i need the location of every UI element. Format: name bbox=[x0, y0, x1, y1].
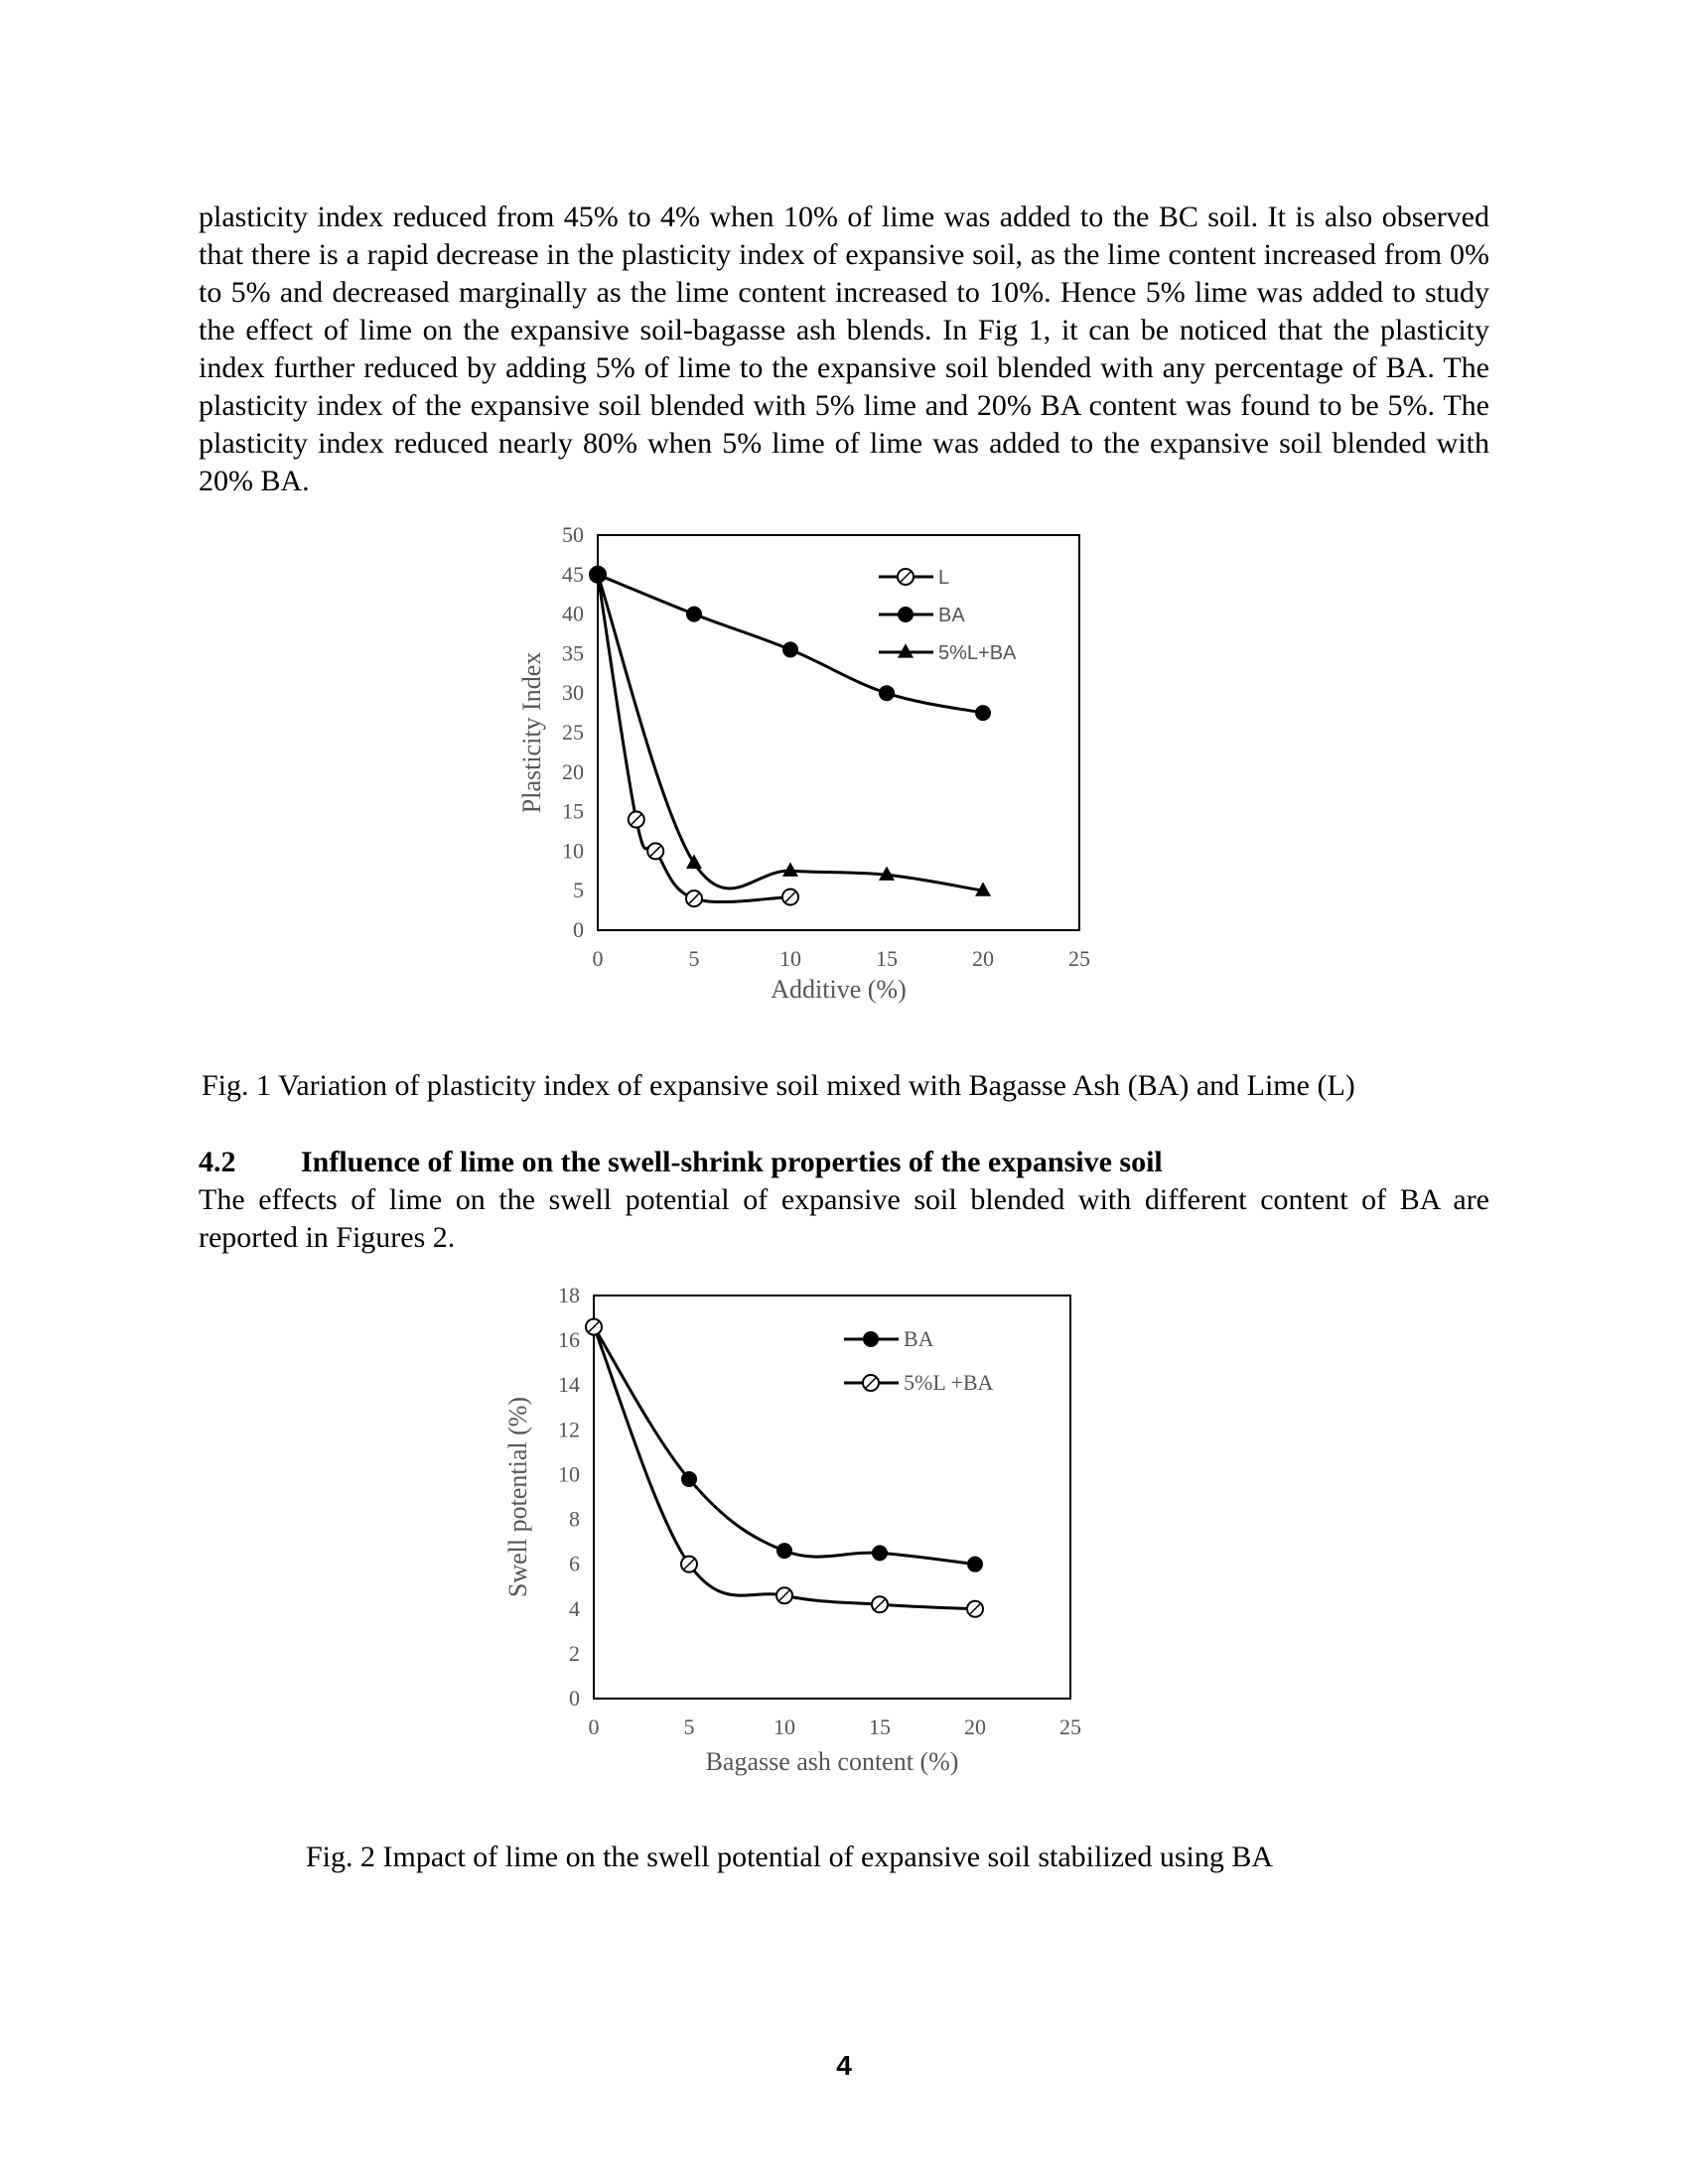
data-point bbox=[686, 607, 702, 622]
x-tick-label: 20 bbox=[964, 1714, 986, 1739]
data-point bbox=[975, 705, 991, 721]
y-tick-label: 12 bbox=[558, 1417, 580, 1442]
y-tick-label: 40 bbox=[562, 601, 584, 626]
y-tick-label: 10 bbox=[558, 1461, 580, 1487]
legend-label: 5%L+BA bbox=[938, 642, 1017, 664]
legend-label: BA bbox=[904, 1326, 934, 1351]
page-number: 4 bbox=[836, 2050, 852, 2081]
data-point bbox=[782, 641, 798, 657]
y-tick-label: 14 bbox=[558, 1372, 580, 1398]
section-number: 4.2 bbox=[199, 1146, 236, 1178]
y-tick-label: 16 bbox=[558, 1327, 580, 1353]
section-title: Influence of lime on the swell-shrink properties of the expansive soil bbox=[301, 1146, 1163, 1178]
y-tick-label: 0 bbox=[573, 917, 584, 942]
plot-area-frame bbox=[594, 1296, 1070, 1699]
x-tick-label: 25 bbox=[1059, 1714, 1081, 1739]
legend-entry-5-l-ba bbox=[879, 642, 1017, 664]
x-tick-label: 20 bbox=[972, 946, 994, 971]
y-tick-label: 25 bbox=[562, 720, 584, 745]
legend-label: 5%L +BA bbox=[904, 1370, 994, 1395]
y-axis-label: Swell potential (%) bbox=[503, 1396, 532, 1598]
y-tick-label: 30 bbox=[562, 680, 584, 706]
data-point bbox=[681, 1471, 697, 1487]
legend-entry-l bbox=[879, 567, 949, 589]
y-tick-label: 6 bbox=[569, 1551, 580, 1576]
x-tick-label: 10 bbox=[774, 1714, 795, 1739]
series-5-l-ba bbox=[586, 1319, 983, 1617]
y-tick-label: 8 bbox=[569, 1506, 580, 1532]
legend-label: BA bbox=[938, 605, 965, 626]
chart-plasticity-index bbox=[506, 521, 1122, 1018]
paragraph-plasticity: plasticity index reduced from 45% to 4% when 10% of lime was added to the BC soil. It is also observed that there is a rapid decrease in the plasticity index of expansive soil, as the lime content increased from 0% to 5% and decreased marginally as the lime content increased to 10%. Hence 5% lime was added to study the effect of lime on the expansive soil-bagasse ash blends. In Fig 1, it can be noticed that the plasticity index further reduced by adding 5% of lime to the expansive soil blended with any percentage of BA. The plasticity index of the expansive soil blended with 5% lime and 20% BA content was found to be 5%. The plasticity index reduced nearly 80% when 5% lime of lime was added to the expansive soil blended with 20% BA. bbox=[199, 201, 1489, 497]
figure-2-caption: Fig. 2 Impact of lime on the swell potential of expansive soil stabilized using BA bbox=[306, 1841, 1274, 1873]
x-tick-label: 0 bbox=[588, 1714, 600, 1739]
data-point bbox=[782, 863, 798, 877]
paragraph-swell: The effects of lime on the swell potential of expansive soil blended with different content of BA are reported in Figures 2. bbox=[199, 1183, 1489, 1254]
y-tick-label: 45 bbox=[562, 561, 584, 587]
x-tick-label: 25 bbox=[1068, 946, 1090, 971]
x-tick-label: 10 bbox=[779, 946, 801, 971]
series-ba bbox=[586, 1319, 983, 1572]
series-line bbox=[598, 575, 790, 902]
legend-label: L bbox=[938, 567, 950, 589]
y-tick-label: 5 bbox=[573, 878, 584, 903]
x-axis-label: Additive (%) bbox=[771, 975, 907, 1004]
x-tick-label: 15 bbox=[869, 1714, 891, 1739]
y-tick-label: 2 bbox=[569, 1640, 580, 1666]
data-point bbox=[872, 1545, 888, 1561]
y-tick-label: 10 bbox=[562, 838, 584, 864]
y-axis-label: Plasticity Index bbox=[517, 651, 546, 814]
series-line bbox=[594, 1327, 975, 1565]
data-point bbox=[898, 607, 914, 622]
figure-1-caption: Fig. 1 Variation of plasticity index of expansive soil mixed with Bagasse Ash (BA) and Lime (L) bbox=[202, 1069, 1355, 1102]
legend-entry-5-l-ba bbox=[844, 1370, 994, 1395]
chart-swell-potential bbox=[496, 1276, 1112, 1797]
x-tick-label: 5 bbox=[688, 946, 700, 971]
series-ba bbox=[590, 567, 991, 721]
data-point bbox=[776, 1543, 792, 1559]
section-heading bbox=[199, 1144, 1163, 1181]
data-point bbox=[967, 1557, 983, 1572]
x-axis-label: Bagasse ash content (%) bbox=[705, 1747, 959, 1776]
y-tick-label: 15 bbox=[562, 798, 584, 824]
legend-entry-ba bbox=[844, 1326, 934, 1351]
x-tick-label: 0 bbox=[592, 946, 604, 971]
x-tick-label: 15 bbox=[876, 946, 898, 971]
y-tick-label: 4 bbox=[569, 1595, 580, 1621]
y-tick-label: 20 bbox=[562, 758, 584, 784]
y-tick-label: 18 bbox=[558, 1283, 580, 1307]
y-tick-label: 0 bbox=[569, 1686, 580, 1710]
y-tick-label: 50 bbox=[562, 522, 584, 547]
data-point bbox=[879, 685, 895, 701]
legend-entry-ba bbox=[879, 605, 965, 626]
y-tick-label: 35 bbox=[562, 640, 584, 666]
x-tick-label: 5 bbox=[683, 1714, 695, 1739]
data-point bbox=[898, 643, 914, 657]
data-point bbox=[863, 1331, 879, 1347]
